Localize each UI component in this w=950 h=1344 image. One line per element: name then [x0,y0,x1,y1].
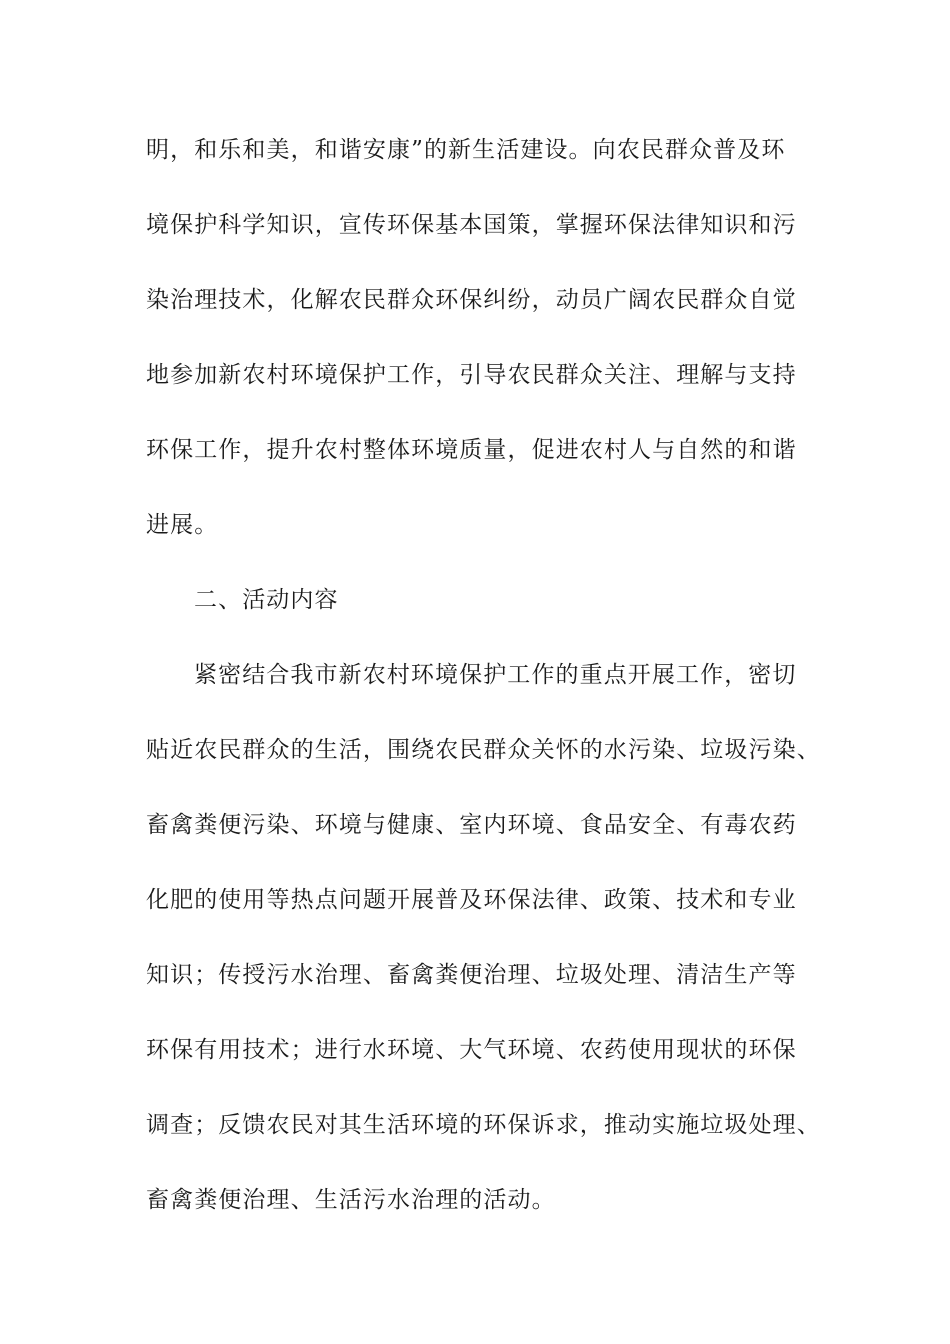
paragraph-line: 紧密结合我市新农村环境保护工作的重点开展工作，密切 [194,662,797,688]
paragraph-line: 化肥的使用等热点问题开展普及环保法律、政策、技术和专业 [146,887,797,913]
section-heading: 二、活动内容 [194,587,339,613]
paragraph-line: 畜禽粪便污染、环境与健康、室内环境、食品安全、有毒农药 [146,812,797,838]
paragraph-line: 畜禽粪便治理、生活污水治理的活动。 [146,1187,556,1213]
paragraph-line: 境保护科学知识，宣传环保基本国策，掌握环保法律知识和污 [146,212,797,238]
paragraph-line: 明，和乐和美，和谐安康”的新生活建设。向农民群众普及环 [146,137,786,163]
paragraph-line: 环保有用技术；进行水环境、大气环境、农药使用现状的环保 [146,1037,797,1063]
paragraph-line: 进展。 [146,512,219,538]
paragraph-line: 调查；反馈农民对其生活环境的环保诉求，推动实施垃圾处理、 [146,1112,821,1138]
paragraph-line: 地参加新农村环境保护工作，引导农民群众关注、理解与支持 [146,362,797,388]
paragraph-line: 环保工作，提升农村整体环境质量，促进农村人与自然的和谐 [146,437,797,463]
paragraph-line: 染治理技术，化解农民群众环保纠纷，动员广阔农民群众自觉 [146,287,797,313]
paragraph-line: 知识；传授污水治理、畜禽粪便治理、垃圾处理、清洁生产等 [146,962,797,988]
paragraph-line: 贴近农民群众的生活，围绕农民群众关怀的水污染、垃圾污染、 [146,737,821,763]
